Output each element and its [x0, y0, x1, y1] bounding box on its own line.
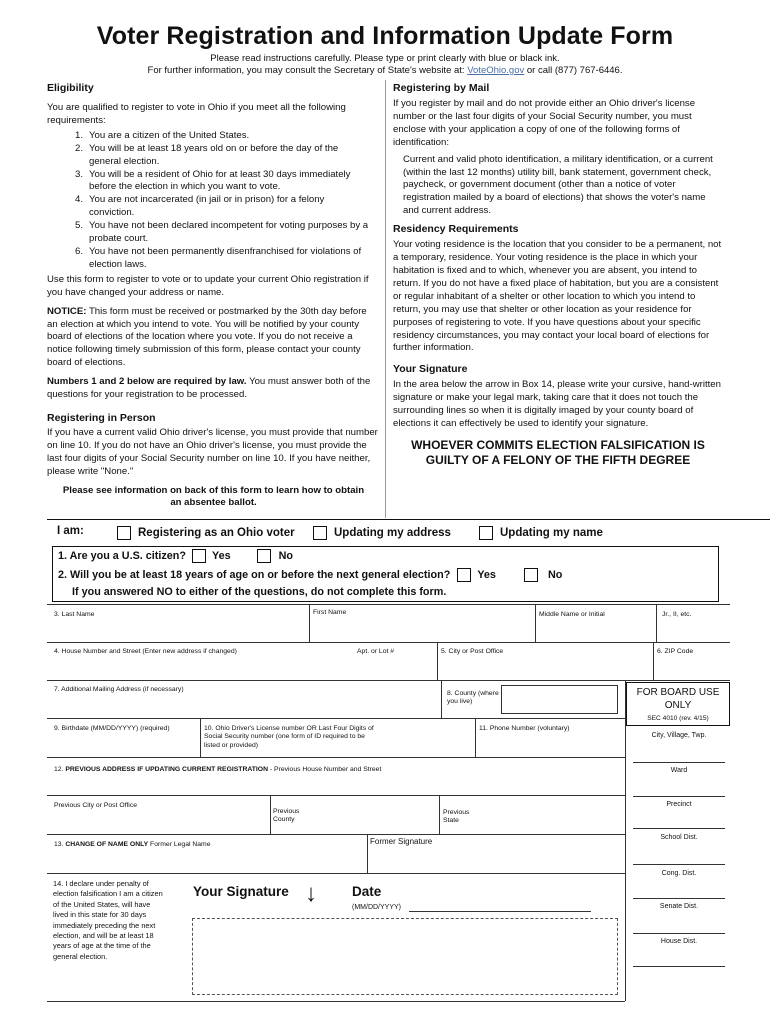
mailing-address-field[interactable]: 7. Additional Mailing Address (if necessary)	[54, 686, 184, 693]
date-label: Date	[352, 884, 382, 899]
in-person-text: If you have a current valid Ohio driver's license, you must provide that number on line 10. If you do not have an Ohio driver's license, you must provide the last four digits of your Social Security number on line 10. If you have neither, please write "None."	[47, 426, 378, 477]
mail-text: If you register by mail and do not provide either an Ohio driver's license number or the last four digits of your Social Security number, you must enclose with your application a copy of one of the following forms of identification:	[393, 98, 696, 148]
suffix-field[interactable]: Jr., II, etc.	[662, 611, 692, 618]
date-input-line[interactable]	[409, 911, 591, 912]
question-citizen: 1. Are you a U.S. citizen? Yes No	[58, 550, 294, 562]
option-name[interactable]: Updating my name	[479, 526, 603, 540]
apt-field[interactable]: Apt. or Lot #	[357, 648, 395, 655]
in-person-heading: Registering in Person	[47, 411, 156, 424]
citizen-no-checkbox[interactable]	[257, 549, 271, 563]
zip-field[interactable]: 6. ZIP Code	[657, 648, 694, 655]
numbers-required-text: Numbers 1 and 2 below are required by law. You must answer both of the questions for your registration to be processed.	[47, 376, 371, 401]
absentee-note: Please see information on back of this form to learn how to obtain an absentee ballot.	[62, 484, 365, 509]
street-field[interactable]: 4. House Number and Street (Enter new address if changed)	[54, 648, 237, 655]
website-link[interactable]: VoteOhio.gov	[467, 65, 525, 76]
address-checkbox[interactable]	[313, 526, 327, 540]
use-form-text: Use this form to register to vote or to update your current Ohio registration if you have changed your address or name.	[47, 273, 369, 298]
your-signature-label: Your Signature	[193, 884, 289, 899]
birthdate-field[interactable]: 9. Birthdate (MM/DD/YYYY) (required)	[54, 725, 170, 732]
first-name-field[interactable]: First Name	[313, 609, 347, 616]
residency-heading: Residency Requirements	[393, 223, 519, 236]
middle-name-field[interactable]: Middle Name or Initial	[539, 611, 605, 618]
board-field-senate: Senate Dist.	[659, 903, 699, 910]
former-signature-field[interactable]: Former Signature	[370, 837, 433, 846]
board-field-congress: Cong. Dist.	[661, 870, 697, 877]
question-age: 2. Will you be at least 18 years of age on or before the next general election? Yes No	[58, 569, 563, 581]
arrow-down-icon: ↓	[305, 880, 317, 907]
info-line: For further information, you may consult the Secretary of State's website at: VoteOhio.gov or call (877) 767-6446.	[147, 65, 623, 76]
previous-city-field[interactable]: Previous City or Post Office	[54, 802, 137, 809]
phone-field[interactable]: 11. Phone Number (voluntary)	[479, 725, 570, 732]
last-name-field[interactable]: 3. Last Name	[54, 611, 95, 618]
form-top-rule	[47, 519, 770, 520]
list-item: 5. You have not been declared incompetent for voting purposes by a probate court.	[75, 220, 369, 245]
board-field-ward: Ward	[670, 767, 688, 774]
list-item: 1. You are a citizen of the United States.	[75, 129, 250, 141]
board-field-precinct: Precinct	[666, 801, 692, 808]
county-input[interactable]	[501, 685, 618, 714]
previous-state-field[interactable]: Previous State	[443, 809, 470, 825]
age-yes-checkbox[interactable]	[457, 568, 471, 582]
list-item: 4. You are not incarcerated (in jail or in prison) for a felony conviction.	[75, 194, 325, 219]
column-divider	[385, 80, 386, 518]
previous-address-field[interactable]: 12. PREVIOUS ADDRESS IF UPDATING CURRENT REGISTRATION - Previous House Number and Street	[54, 766, 382, 773]
date-format: (MM/DD/YYYY)	[352, 904, 401, 911]
age-no-checkbox[interactable]	[524, 568, 538, 582]
notice-text: NOTICE: This form must be received or postmarked by the 30th day before an election at which you intend to vote. You will be notified by your county board of elections of the location where you vote. If you do not receive a notice following timely submission of this form, please contact your county board of elections.	[47, 305, 367, 369]
left-column	[47, 82, 380, 510]
register-checkbox[interactable]	[117, 526, 131, 540]
signature-box[interactable]	[192, 918, 618, 995]
name-checkbox[interactable]	[479, 526, 493, 540]
license-ssn-field[interactable]: 10. Ohio Driver's License number OR Last Four Digits of Social Security number (one form of ID required to be listed or provided)	[204, 725, 374, 749]
board-field-school: School Dist.	[660, 834, 698, 841]
requirements-list	[75, 130, 371, 272]
city-field[interactable]: 5. City or Post Office	[441, 648, 504, 655]
right-column	[393, 82, 723, 468]
list-item: 3. You will be a resident of Ohio for at least 30 days immediately before the election in which you want to vote.	[75, 168, 351, 193]
county-label: 8. County (where you live)	[447, 690, 499, 706]
option-register[interactable]: Registering as an Ohio voter	[117, 526, 295, 540]
signature-heading: Your Signature	[393, 363, 468, 376]
list-item: 6. You have not been permanently disenfranchised for violations of election laws.	[75, 245, 362, 270]
i-am-label: I am:	[57, 525, 84, 537]
former-name-field[interactable]: 13. CHANGE OF NAME ONLY Former Legal Name	[54, 841, 211, 848]
citizen-yes-checkbox[interactable]	[192, 549, 206, 563]
eligibility-heading: Eligibility	[47, 82, 94, 94]
form-code: SEC 4010 (rev. 4/15)	[647, 715, 709, 722]
eligibility-intro: You are qualified to register to vote in Ohio if you meet all the following requirements:	[47, 102, 346, 126]
board-field-house: House Dist.	[660, 938, 698, 945]
board-field-city: City, Village, Twp.	[651, 732, 707, 739]
instructions-line: Please read instructions carefully. Please type or print clearly with blue or black ink.	[210, 53, 560, 64]
falsification-warning: WHOEVER COMMITS ELECTION FALSIFICATION IS GUILTY OF A FELONY OF THE FIFTH DEGREE	[411, 437, 705, 467]
signature-text: In the area below the arrow in Box 14, please write your cursive, hand-written signature or make your legal mark, taking care that it does not touch the surrounding lines so when it is digitally imaged by your county board of elections it can effectively be used to identify your signature.	[393, 379, 721, 430]
questions-note: If you answered NO to either of the questions, do not complete this form.	[72, 586, 447, 598]
page-title: Voter Registration and Information Update Form	[96, 22, 674, 50]
residency-text: Your voting residence is the location that you consider to be a permanent, not a temporary, residence. Your voting residence is the place in which your habitation is fixed and to which, whenever you are absent, you intend to return. If you do not have a fixed place of habitation, but you are a consistent or regular inhabitant of a shelter or other location to which you intend to return, you may use that shelter or other location as your residence for purposes of registering to vote. If you have questions about your specific residency circumstances, you may contact your local board of elections for further information.	[393, 239, 722, 354]
previous-county-field[interactable]: Previous County	[273, 808, 300, 824]
mail-heading: Registering by Mail	[393, 82, 490, 94]
list-item: 2. You will be at least 18 years old on or before the day of the general election.	[75, 142, 339, 167]
mail-id-text: Current and valid photo identification, a military identification, or a current (within the last 12 months) utility bill, bank statement, government check, paycheck, or government document (other than a notice of voter registration mailed by a board of elections) that shows the voter's name and current address.	[403, 153, 713, 217]
declaration-text: 14. I declare under penalty of election falsification I am a citizen of the United States, will have lived in this state for 30 days immediately preceding the next election, and will be at least 18 years of age at the time of the general election.	[53, 879, 163, 961]
board-use-title: FOR BOARD USE ONLY	[636, 687, 720, 711]
option-address[interactable]: Updating my address	[313, 526, 451, 540]
